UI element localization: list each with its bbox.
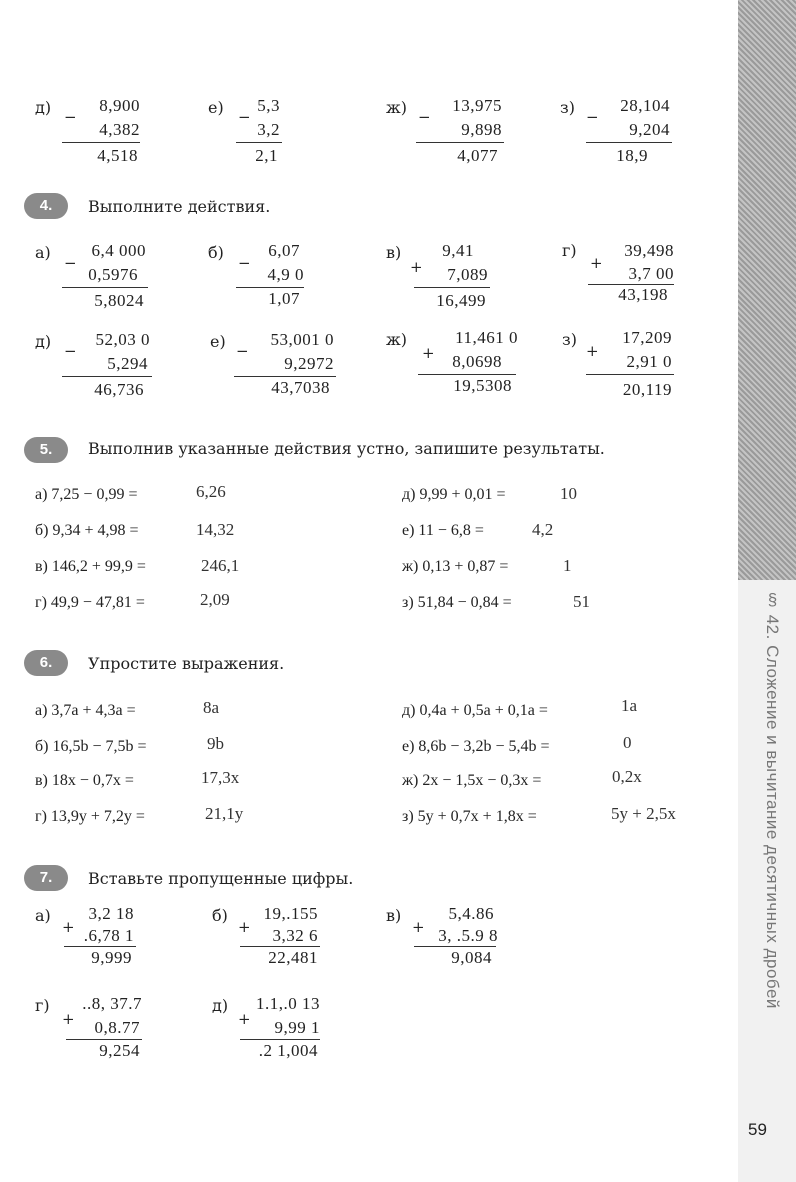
t6-answer-b: 9b [207, 734, 224, 753]
task6-badge: 6. [24, 650, 68, 676]
row2-label-4: г) [562, 241, 577, 260]
row1-line-2 [236, 142, 282, 143]
task5-title: Выполнив указанные действия устно, запишите результаты. [88, 439, 605, 458]
row2-bottom-1: 0,5976 [88, 265, 138, 284]
row4-label-1: а) [35, 906, 51, 925]
row3-bottom-3: 8,0698 [452, 352, 502, 371]
row1-result-4: 18,9 [616, 146, 648, 165]
t5-expr-f: е) 11 − 6,8 = [402, 522, 484, 539]
row1-label-2: е) [208, 98, 224, 117]
row4-sign-2: + [238, 918, 251, 936]
task4-title: Выполните действия. [88, 197, 271, 216]
t6-expr-g: ж) 2x − 1,5x − 0,3x = [402, 772, 542, 789]
t5-answer-h: 51 [573, 592, 590, 611]
row3-result-4: 20,119 [622, 380, 672, 399]
row5-label-1: г) [35, 996, 50, 1015]
t5-answer-f: 4,2 [532, 520, 554, 539]
row1-label-1: д) [35, 98, 52, 117]
row4-top-3: 5,4.86 [448, 904, 494, 923]
row3-top-3: 11,461 0 [455, 328, 518, 347]
row3-sign-2: − [236, 342, 249, 360]
row1-sign-1: − [64, 108, 77, 126]
row4-top-1: 3,2 18 [88, 904, 134, 923]
row3-bottom-2: 9,2972 [284, 354, 334, 373]
row4-sign-1: + [62, 918, 75, 936]
row1-line-1 [62, 142, 140, 143]
t6-answer-g: 0,2x [612, 767, 642, 786]
row2-line-3 [414, 287, 490, 288]
row3-line-3 [418, 374, 516, 375]
row5-top-1: ..8, 37.7 [82, 994, 142, 1013]
row4-top-2: 19,.155 [263, 904, 318, 923]
row1-label-4: з) [560, 98, 575, 117]
task7-title: Вставьте пропущенные цифры. [88, 869, 354, 888]
row1-sign-4: − [586, 108, 599, 126]
row3-top-4: 17,209 [622, 328, 672, 347]
row2-result-4: 43,198 [618, 285, 668, 304]
row2-label-2: б) [208, 243, 224, 262]
row5-label-2: д) [212, 996, 229, 1015]
row4-bottom-3: 3, .5.9 8 [438, 926, 498, 945]
row5-sign-1: + [62, 1010, 75, 1028]
t6-expr-b: б) 16,5b − 7,5b = [35, 738, 147, 755]
row3-label-1: д) [35, 332, 52, 351]
row1-label-3: ж) [386, 98, 407, 117]
row1-line-4 [586, 142, 672, 143]
row3-top-2: 53,001 0 [270, 330, 334, 349]
row1-sign-3: − [418, 108, 431, 126]
t5-expr-h: з) 51,84 − 0,84 = [402, 594, 512, 611]
t5-answer-d: 2,09 [200, 590, 230, 609]
row1-sign-2: − [238, 108, 251, 126]
t5-expr-c: в) 146,2 + 99,9 = [35, 558, 146, 575]
row2-line-1 [62, 287, 148, 288]
t5-expr-e: д) 9,99 + 0,01 = [402, 486, 506, 503]
row2-label-3: в) [386, 243, 402, 262]
t5-expr-g: ж) 0,13 + 0,87 = [402, 558, 509, 575]
chapter-sidebar [738, 0, 796, 1182]
row3-bottom-1: 5,294 [107, 354, 148, 373]
sidebar-shaded-block [738, 0, 796, 580]
t6-expr-d: г) 13,9y + 7,2y = [35, 808, 145, 825]
row3-label-4: з) [562, 330, 577, 349]
row2-top-3: 9,41 [442, 241, 474, 260]
t6-expr-a: а) 3,7a + 4,3a = [35, 702, 136, 719]
row4-label-3: в) [386, 906, 402, 925]
row4-result-3: 9,084 [451, 948, 492, 967]
row2-sign-2: − [238, 254, 251, 272]
row5-bottom-1: 0,8.77 [94, 1018, 140, 1037]
row1-top-4: 28,104 [620, 96, 670, 115]
t6-expr-h: з) 5y + 0,7x + 1,8x = [402, 808, 537, 825]
row3-result-3: 19,5308 [453, 376, 512, 395]
row2-top-2: 6,07 [268, 241, 300, 260]
row2-bottom-3: 7,089 [447, 265, 488, 284]
row2-result-3: 16,499 [436, 291, 486, 310]
row3-result-2: 43,7038 [271, 378, 330, 397]
row2-top-4: 39,498 [624, 241, 674, 260]
row5-result-1: 9,254 [99, 1041, 140, 1060]
t5-answer-e: 10 [560, 484, 577, 503]
row2-sign-3: + [410, 258, 423, 276]
row3-sign-1: − [64, 342, 77, 360]
row4-label-2: б) [212, 906, 228, 925]
row3-line-1 [62, 376, 152, 377]
task4-badge: 4. [24, 193, 68, 219]
row3-top-1: 52,03 0 [95, 330, 150, 349]
row3-line-2 [234, 376, 336, 377]
task6-title: Упростите выражения. [88, 654, 285, 673]
t6-answer-e: 1a [621, 696, 638, 715]
row3-result-1: 46,736 [94, 380, 144, 399]
row1-top-2: 5,3 [257, 96, 280, 115]
row2-sign-4: + [590, 254, 603, 272]
task7-badge: 7. [24, 865, 68, 891]
row2-result-2: 1,07 [268, 289, 300, 308]
row3-line-4 [586, 374, 674, 375]
row4-line-3 [414, 946, 496, 947]
row1-line-3 [416, 142, 504, 143]
t6-answer-h: 5y + 2,5x [611, 804, 676, 823]
t5-expr-b: б) 9,34 + 4,98 = [35, 522, 139, 539]
t5-answer-g: 1 [563, 556, 572, 575]
row4-result-1: 9,999 [91, 948, 132, 967]
row4-line-2 [240, 946, 320, 947]
task5-badge: 5. [24, 437, 68, 463]
row3-sign-3: + [422, 344, 435, 362]
row5-sign-2: + [238, 1010, 251, 1028]
t6-expr-e: д) 0,4a + 0,5a + 0,1a = [402, 702, 548, 719]
row2-bottom-4: 3,7 00 [628, 264, 674, 283]
row1-result-1: 4,518 [97, 146, 138, 165]
row2-label-1: а) [35, 243, 51, 262]
row5-bottom-2: 9,99 1 [274, 1018, 320, 1037]
row5-top-2: 1.1,.0 13 [256, 994, 320, 1013]
row3-bottom-4: 2,91 0 [626, 352, 672, 371]
row2-top-1: 6,4 000 [91, 241, 146, 260]
t6-answer-c: 17,3x [201, 768, 240, 787]
chapter-title: § 42. Сложение и вычитание десятичных дробей [763, 590, 782, 1009]
row1-result-2: 2,1 [255, 146, 278, 165]
row1-bottom-1: 4,382 [99, 120, 140, 139]
row4-sign-3: + [412, 918, 425, 936]
row3-label-3: ж) [386, 330, 407, 349]
t6-answer-f: 0 [623, 733, 632, 752]
row5-line-2 [240, 1039, 320, 1040]
row1-top-3: 13,975 [452, 96, 502, 115]
t6-expr-c: в) 18x − 0,7x = [35, 772, 134, 789]
row2-line-2 [236, 287, 304, 288]
row4-result-2: 22,481 [268, 948, 318, 967]
row1-bottom-2: 3,2 [257, 120, 280, 139]
t5-answer-a: 6,26 [196, 482, 226, 501]
page-number: 59 [748, 1120, 767, 1139]
t6-expr-f: е) 8,6b − 3,2b − 5,4b = [402, 738, 550, 755]
t5-expr-d: г) 49,9 − 47,81 = [35, 594, 145, 611]
row5-line-1 [66, 1039, 142, 1040]
t6-answer-d: 21,1y [205, 804, 244, 823]
row3-label-2: е) [210, 332, 226, 351]
row4-line-1 [64, 946, 136, 947]
row3-sign-4: + [586, 342, 599, 360]
t5-expr-a: а) 7,25 − 0,99 = [35, 486, 138, 503]
t6-answer-a: 8a [203, 698, 220, 717]
row2-bottom-2: 4,9 0 [267, 265, 304, 284]
row2-sign-1: − [64, 254, 77, 272]
row1-bottom-4: 9,204 [629, 120, 670, 139]
row1-bottom-3: 9,898 [461, 120, 502, 139]
row5-result-2: .2 1,004 [258, 1041, 318, 1060]
row1-result-3: 4,077 [457, 146, 498, 165]
row4-bottom-2: 3,32 6 [272, 926, 318, 945]
row1-top-1: 8,900 [99, 96, 140, 115]
t5-answer-b: 14,32 [196, 520, 235, 539]
row2-result-1: 5,8024 [94, 291, 144, 310]
row4-bottom-1: .6,78 1 [83, 926, 134, 945]
t5-answer-c: 246,1 [201, 556, 240, 575]
